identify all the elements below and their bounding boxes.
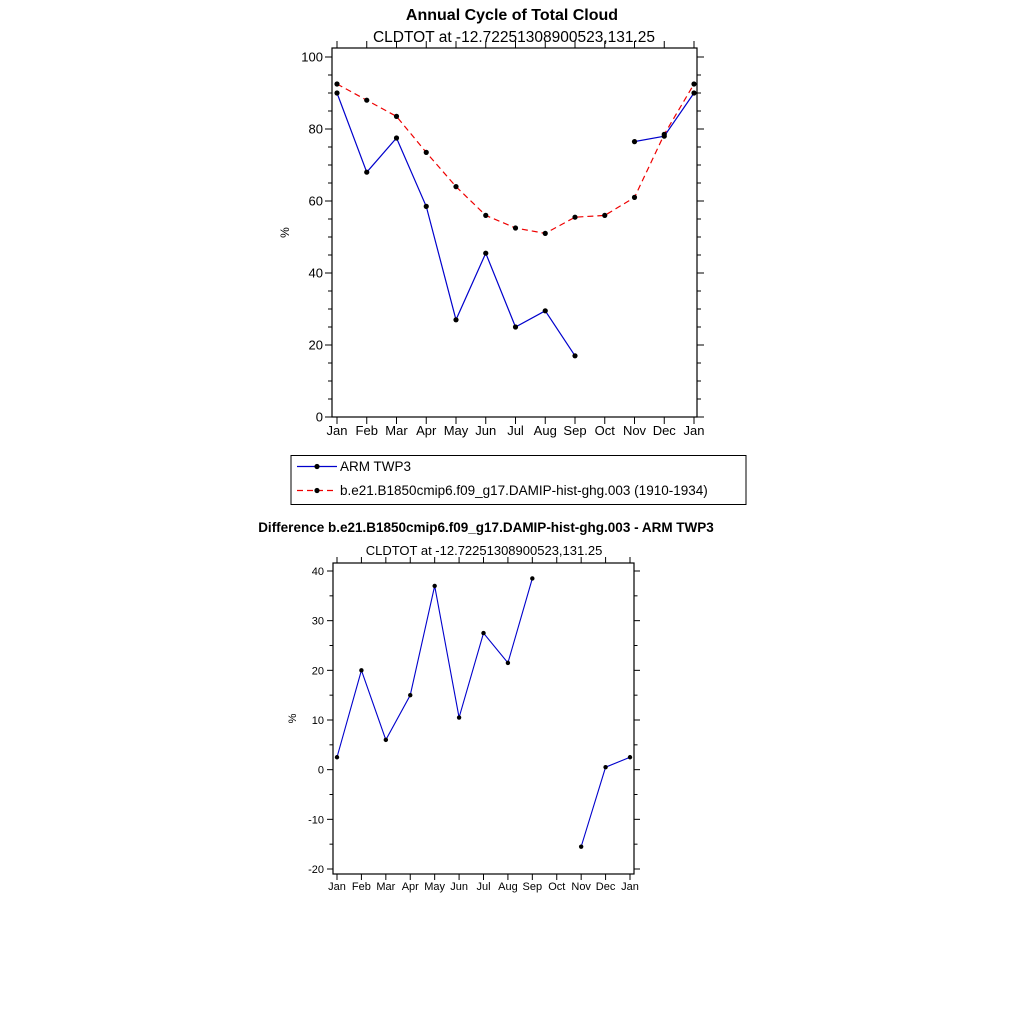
data-point (483, 251, 488, 256)
y-axis-label: % (287, 713, 299, 724)
data-point (602, 213, 607, 218)
x-tick-label: Sep (563, 423, 587, 438)
axes (278, 41, 704, 438)
data-point (364, 170, 369, 175)
series (335, 576, 632, 849)
x-tick-label: Dec (652, 423, 676, 438)
data-point (530, 576, 534, 580)
y-tick-label: 10 (311, 715, 324, 727)
data-point (457, 715, 461, 719)
x-tick-label: Jun (475, 423, 497, 438)
data-point (628, 755, 632, 759)
x-tick-label: Oct (594, 423, 615, 438)
data-point (424, 150, 429, 155)
data-point (579, 844, 583, 848)
x-tick-label: Nov (571, 881, 591, 893)
data-point (334, 81, 339, 86)
legend-sample-marker-icon (314, 488, 319, 493)
x-tick-label: Nov (622, 423, 647, 438)
difference-chart (287, 557, 640, 893)
y-tick-label: 100 (301, 49, 323, 65)
data-point (359, 668, 363, 672)
data-point (408, 693, 412, 697)
y-tick-label: -10 (308, 814, 324, 827)
x-tick-label: Dec (595, 881, 616, 893)
x-tick-label: Feb (351, 881, 371, 893)
y-axis-label: % (278, 227, 292, 238)
x-tick-label: Apr (416, 423, 437, 438)
x-tick-label: Sep (522, 881, 543, 893)
data-point (424, 204, 429, 209)
data-point (662, 132, 667, 137)
top-chart (278, 41, 704, 438)
x-tick-label: Jul (476, 881, 491, 893)
x-tick-label: Aug (533, 423, 557, 438)
data-point (572, 215, 577, 220)
data-point (453, 317, 458, 322)
data-point (335, 755, 339, 759)
x-tick-label: Feb (355, 423, 378, 438)
data-point (603, 765, 607, 769)
data-point (513, 324, 518, 329)
series (334, 81, 696, 358)
y-tick-label: 40 (308, 265, 323, 281)
data-point (632, 139, 637, 144)
data-point (432, 584, 436, 588)
data-point (384, 738, 388, 742)
x-tick-label: Apr (401, 881, 419, 893)
data-point (394, 114, 399, 119)
y-tick-label: 20 (308, 337, 323, 353)
data-point (364, 98, 369, 103)
axes (287, 557, 640, 893)
x-tick-label: Aug (498, 881, 518, 893)
data-point (543, 231, 548, 236)
difference-chart-subtitle: CLDTOT at -12.72251308900523,131.25 (365, 543, 603, 558)
y-tick-label: 80 (308, 121, 323, 137)
data-point (394, 135, 399, 140)
data-point (691, 81, 696, 86)
plot-frame (332, 48, 697, 417)
legend-label-arm-twp3: ARM TWP3 (340, 459, 412, 474)
y-tick-label: 0 (315, 409, 323, 425)
data-point (481, 631, 485, 635)
x-tick-label: Mar (385, 423, 408, 438)
difference-chart-title: Difference b.e21.B1850cmip6.f09_g17.DAMIP-hist-ghg.003 - ARM TWP3 (258, 520, 714, 535)
x-tick-label: Jan (326, 423, 348, 438)
x-tick-label: Oct (548, 881, 566, 893)
top-chart-subtitle: CLDTOT at -12.72251308900523,131.25 (372, 29, 656, 46)
y-tick-label: -20 (308, 864, 324, 876)
x-tick-label: Mar (376, 881, 396, 893)
x-tick-label: Jul (507, 423, 524, 438)
series-line-0 (581, 757, 630, 846)
legend (291, 456, 746, 505)
y-tick-label: 40 (311, 566, 324, 578)
series-line-1 (337, 84, 694, 233)
data-point (543, 308, 548, 313)
x-tick-label: Jun (450, 881, 468, 893)
series-line-0 (337, 578, 532, 757)
data-point (483, 213, 488, 218)
y-tick-label: 20 (311, 665, 324, 678)
x-tick-label: Jan (621, 881, 639, 893)
x-tick-label: May (443, 423, 469, 438)
legend-sample-marker-icon (314, 464, 319, 469)
x-tick-label: Jan (683, 423, 705, 438)
y-tick-label: 60 (308, 193, 323, 209)
series-line-0 (337, 93, 575, 356)
data-point (572, 353, 577, 358)
data-point (513, 225, 518, 230)
legend-label-model: b.e21.B1850cmip6.f09_g17.DAMIP-hist-ghg.003 (1910-1934) (340, 483, 708, 498)
data-point (334, 90, 339, 95)
data-point (453, 184, 458, 189)
x-tick-label: May (424, 881, 446, 893)
y-tick-label: 30 (311, 615, 324, 628)
data-point (691, 90, 696, 95)
data-point (632, 195, 637, 200)
x-tick-label: Jan (328, 881, 346, 893)
y-tick-label: 0 (317, 764, 324, 777)
data-point (506, 661, 510, 665)
top-chart-title: Annual Cycle of Total Cloud (405, 7, 619, 24)
